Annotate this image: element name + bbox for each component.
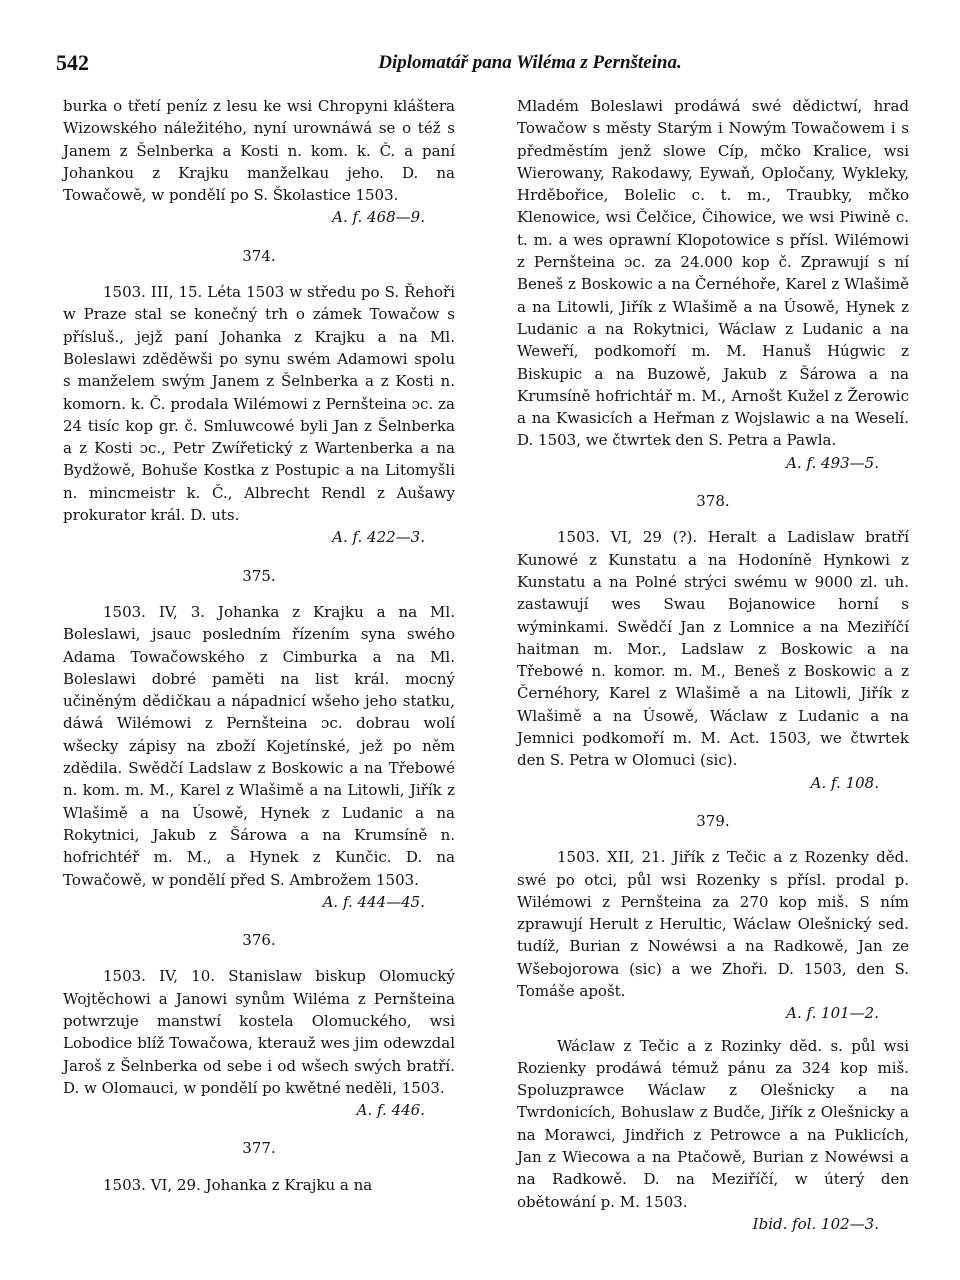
right-column: [517, 95, 909, 1235]
entry-number-377: 377.: [242, 1139, 276, 1158]
citation: A. f. 493—5.: [786, 453, 879, 472]
entry-377-text: 1503. VI, 29. Johanka z Krajku a na: [103, 1175, 373, 1194]
citation: A. f. 108.: [810, 773, 879, 792]
citation: A. f. 446.: [356, 1101, 425, 1120]
entry-number-379: 379.: [696, 811, 730, 830]
entry-379-text: 1503. XII, 21. Jiřík z Tečic a z Rozenky děd. swé po otci, půl wsi Rozenky s přísl. prodal p. Wilémowi z Pernšteina za 270 kop miš. S ním zprawují Herult z Herultic, Wáclaw Olešnický sed. tudíž, Burian z Nowéwsi a na Radkowě, Jan ze Wšebojorowa (sic) a we Zhoři. D. 1503, den S. Tomáše apošt.: [517, 848, 909, 1000]
running-title: Diplomatář pana Wiléma z Pernšteina.: [378, 52, 682, 73]
entry-number-374: 374.: [242, 246, 276, 265]
citation: Ibid. fol. 102—3.: [752, 1214, 879, 1233]
entry-number-375: 375.: [242, 566, 276, 585]
citation: A. f. 422—3.: [332, 528, 425, 547]
left-column: [63, 95, 455, 1196]
entry-374-text: 1503. III, 15. Léta 1503 w středu po S. Řehoři w Praze stal se konečný trh o zámek Towačow s přísluš., jejž paní Johanka z Krajku a na Ml. Boleslawi zděděwši po synu swém Adamowi spolu s manželem swým Janem z Šelnberka a z Kosti n. komorn. k. Č. prodala Wilémowi z Pernšteina ɔc. za 24 tisíc kop gr. č. Smluwcowé byli Jan z Šelnberka a z Kosti ɔc., Petr Zwířetický z Wartenberka a na Bydžowě, Bohuše Kostka z Postupic a na Litomyšli n. mincmeistr k. Č., Albrecht Rendl z Aušawy prokurator král. D. uts.: [63, 283, 455, 525]
citation: A. f. 468—9.: [332, 208, 425, 227]
entry-378-text: 1503. VI, 29 (?). Heralt a Ladislaw bratří Kunowé z Kunstatu a na Hodoníně Hynkowi z Kunstatu a na Polné strýci swému w 9000 zl. uh. zastawují wes Swau Bojanowice horní s wýminkami. Swědčí Jan z Lomnice a na Meziříčí haitman m. Mor., Ladslaw z Boskowic a na Třebowé n. komor. m. M., Beneš z Boskowic a z Černéhory, Karel z Wlašimě a na Litowli, Jiřík z Wlašimě a na Úsowě, Wáclaw z Ludanic a na Jemnici podkomoří m. M. Act. 1503, we čtwrtek den S. Petra w Olomuci (sic).: [517, 528, 909, 770]
entry-377-continuation: Mladém Boleslawi prodáwá swé dědictwí, hrad Towačow s městy Starým i Nowým Towačowem i s předměstím jenž slowe Cíp, mčko Kralice, wsi Wierowany, Rakodawy, Eywaň, Opločany, Wykleky, Hrděbořice, Bolelic c. t. m., Traubky, mčko Klenowice, wsi Čelčice, Čihowice, we wsi Piwině c. t. m. a wes oprawní Klopotowice s přísl. Wilémowi z Pernšteina ɔc. za 24.000 kop č. Zprawují s ní Beneš z Boskowic a na Černéhoře, Karel z Wlašimě a na Litowli, Jiřík z Wlašimě a na Úsowě, Hynek z Ludanic a na Rokytnici, Wáclaw z Ludanic a na Weweří, podkomoří m. M. Hanuš Húgwic z Biskupic a na Buzowě, Jakub z Šárowa a na Krumsíně hofrichtář m. M., Arnošt Kužel z Žerowic a na Kwasicích a Heřman z Wojslawic a na Weselí. D. 1503, we čtwrtek den S. Petra a Pawla.: [517, 97, 909, 450]
entry-number-376: 376.: [242, 931, 276, 950]
entry-379-second-text: Wáclaw z Tečic a z Rozinky děd. s. půl wsi Rozienky prodáwá témuž pánu za 324 kop miš. Spoluzprawce Wáclaw z Olešnicky a na Twrdonicích, Bohuslaw z Budče, Jiřík z Olešnicky a na Morawci, Jindřich z Petrowce a na Puklicích, Jan z Wiecowa a na Ptačowě, Burian z Nowéwsi a na Radkowě. D. na Meziříčí, w úterý den obětowání p. M. 1503.: [517, 1036, 909, 1211]
entry-375-text: 1503. IV, 3. Johanka z Krajku a na Ml. Boleslawi, jsauc posledním řízením syna swého Adama Towačowského z Cimburka a na Ml. Boleslawi dobré paměti na list král. mocný učiněným dědičkau a nápadnicí wšeho jeho statku, dáwá Wilémowi z Pernšteina ɔc. dobrau wolí wšecky zápisy na zboží Kojetínské, jež po něm zdědila. Swědčí Ladslaw z Boskowic a na Třebowé n. kom. m. M., Karel z Wlašimě a na Litowli, Jiřík z Wlašimě a na Úsowě, Hynek z Ludanic a na Rokytnici, Jakub z Šárowa a na Krumsíně n. hofrichtéř m. M., a Hynek z Kunčic. D. na Towačowě, w pondělí před S. Ambrožem 1503.: [63, 602, 455, 889]
entry-376-text: 1503. IV, 10. Stanislaw biskup Olomucký Wojtěchowi a Janowi synům Wiléma z Pernšteina potwrzuje manstwí kostela Olomuckého, wsi Lobodice blíž Towačowa, kterauž wes jim odewzdal Jaroš z Šelnberka od sebe i od wšech swých bratří. D. w Olomauci, w pondělí po kwětné neděli, 1503.: [63, 967, 455, 1097]
entry-number-378: 378.: [696, 492, 730, 511]
citation: A. f. 101—2.: [786, 1004, 879, 1023]
citation: A. f. 444—45.: [322, 892, 425, 911]
page-number: 542: [56, 50, 89, 75]
paragraph-continuation: burka o třetí peníz z lesu ke wsi Chropyni kláštera Wizowského náležitého, nyní urownáwá se o též s Janem z Šelnberka a Kosti n. kom. k. Č. a paní Johankou z Krajku manželkau jeho. D. na Towačowě, w pondělí po S. Školastice 1503.: [63, 97, 455, 205]
